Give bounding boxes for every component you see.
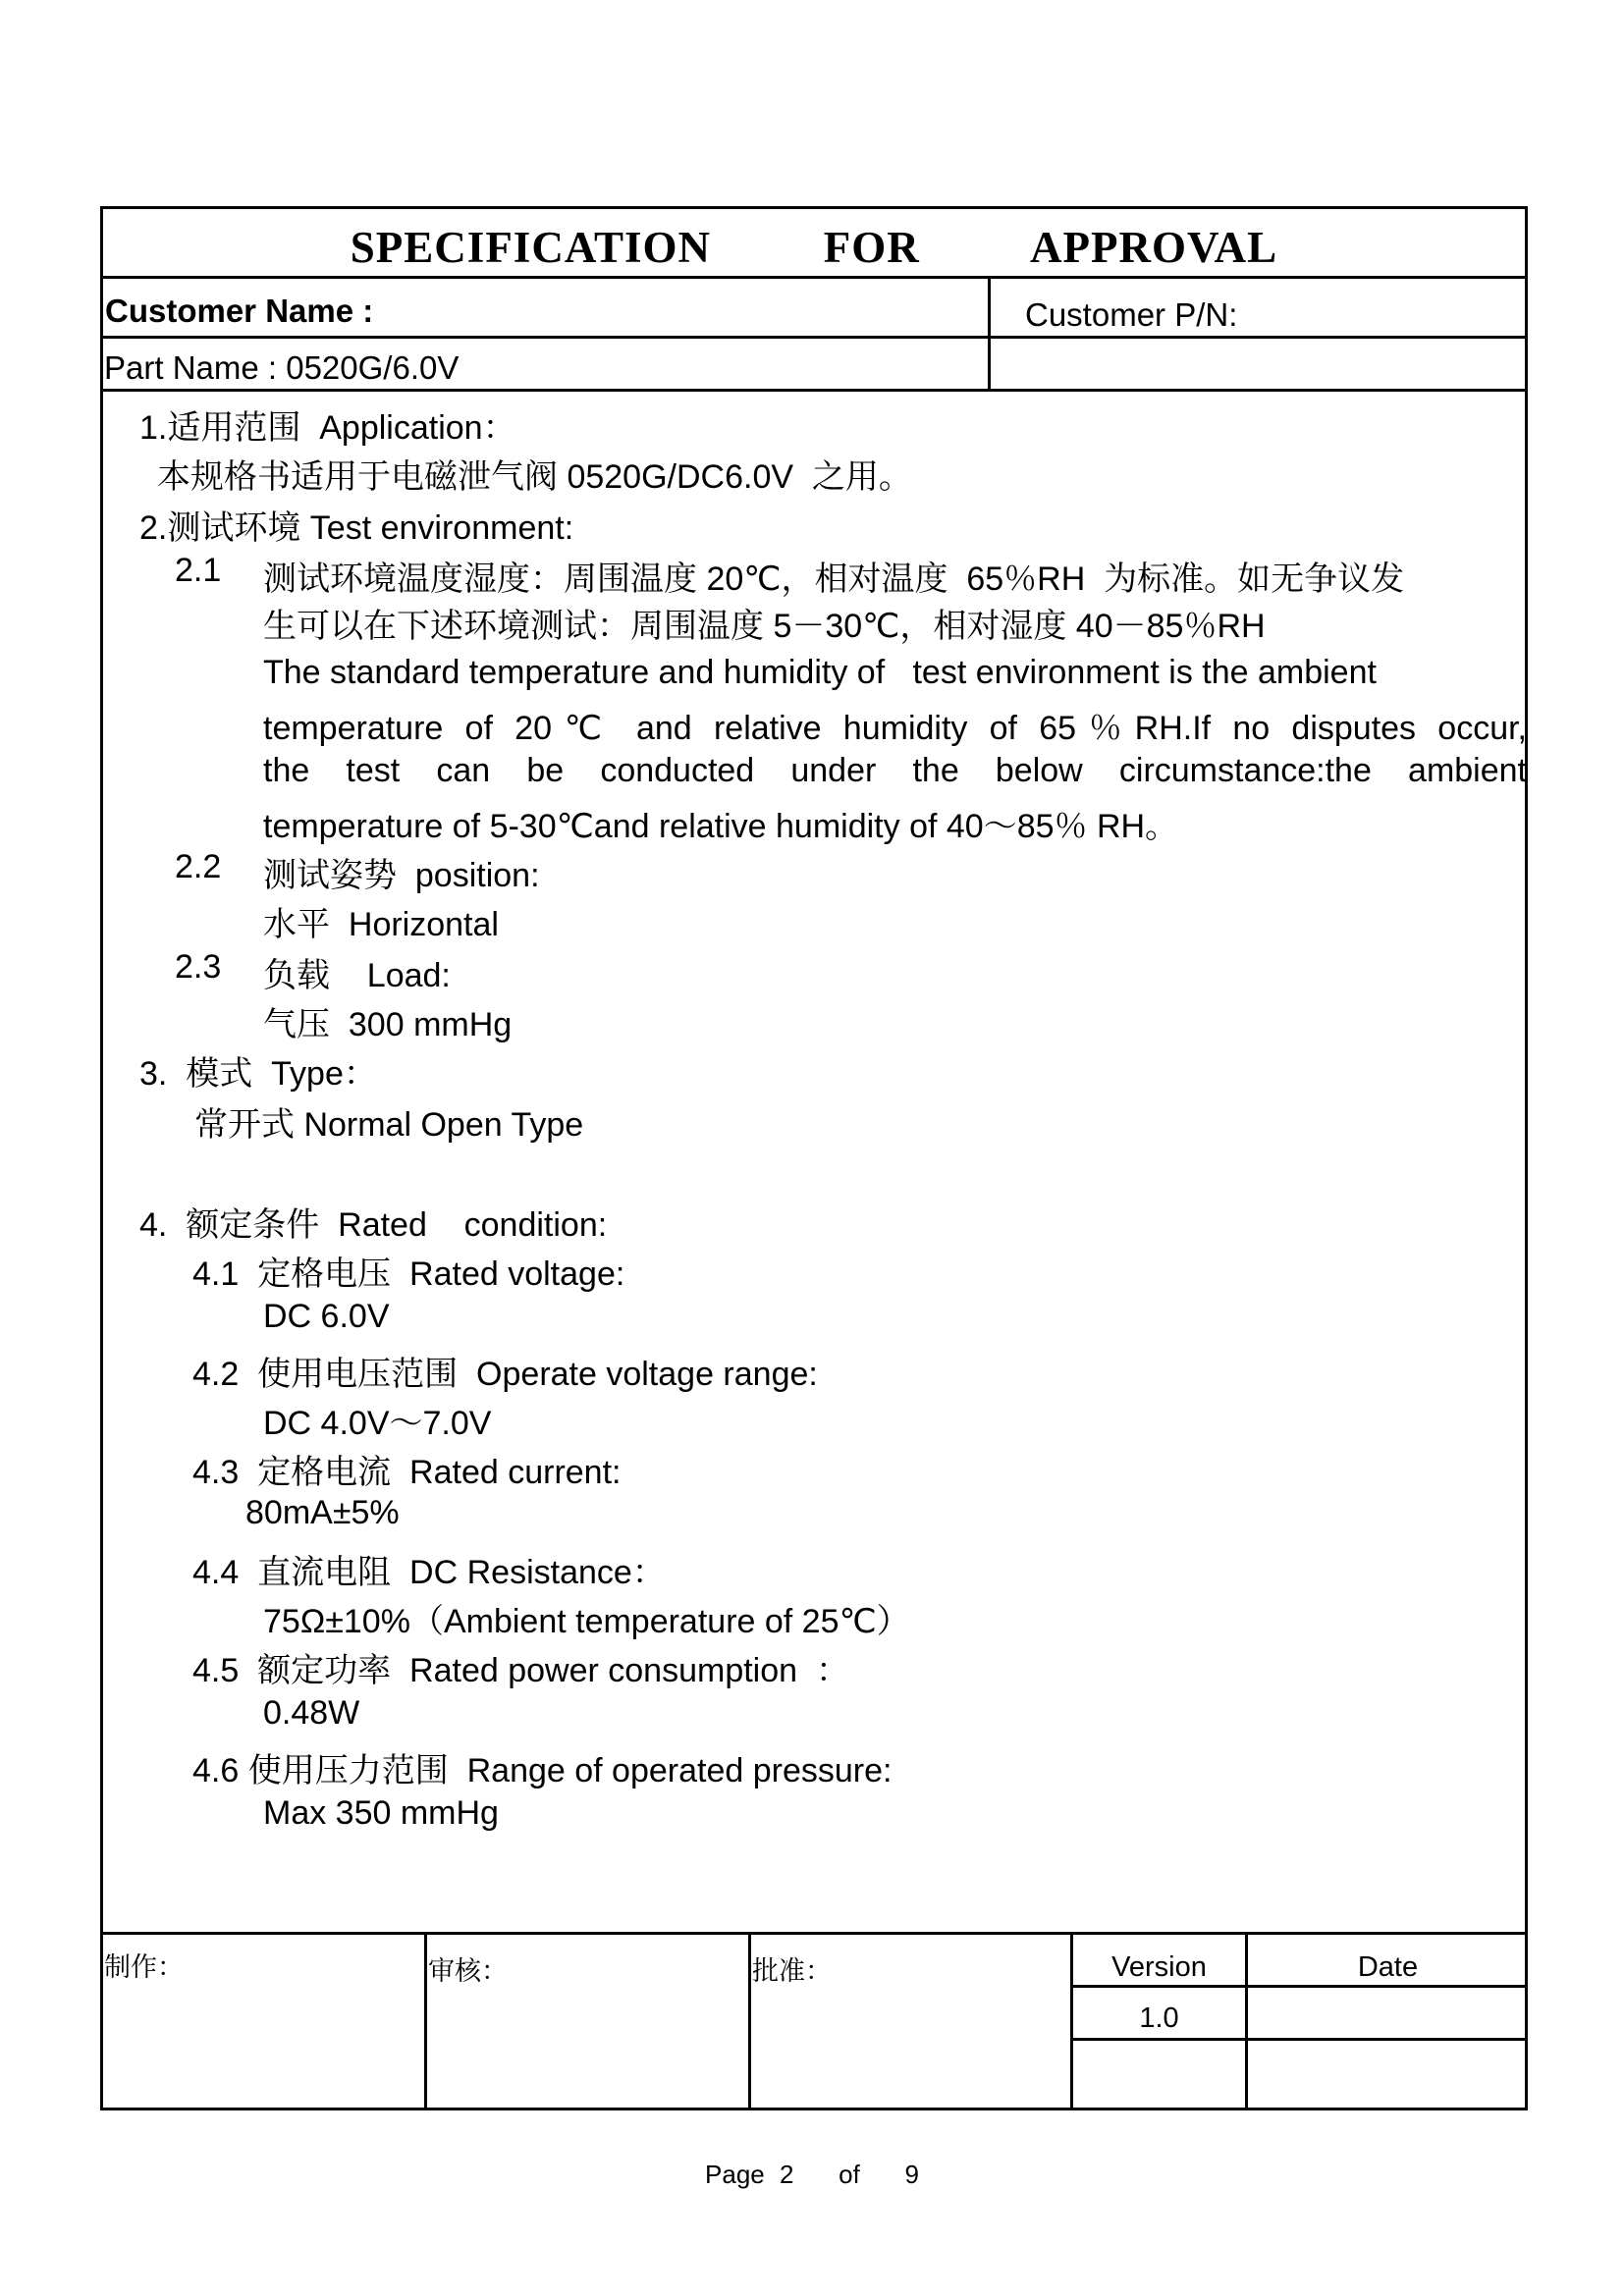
section-2-1-cn-line-1: 测试环境温度湿度：周围温度 20℃，相对温度 65％RH 为标准。如无争议发 [263,561,1405,598]
section-4-2-value: DC 4.0V～7.0V [263,1405,492,1442]
section-2-1-number: 2.1 [175,552,222,589]
date-header: Date [1357,1951,1419,1983]
section-4-4-value: 75Ω±10%（Ambient temperature of 25℃） [263,1603,910,1640]
section-2-2-heading: 测试姿势 position: [263,857,540,894]
section-3-value: 常开式 Normal Open Type [194,1106,584,1144]
section-4-6-value: Max 350 mmHg [263,1794,499,1832]
section-4-3-heading: 4.3 定格电流 Rated current: [192,1454,622,1491]
section-2-2-number: 2.2 [175,848,222,885]
section-3-heading: 3. 模式 Type： [139,1055,377,1093]
section-1-heading: 1.适用范围 Application： [139,409,516,447]
title-divider [100,276,1528,279]
version-value: 1.0 [1139,2002,1179,2034]
footer-top-divider [100,1932,1528,1935]
customer-name-label: Customer Name : [105,293,374,329]
section-2-3-number: 2.3 [175,948,222,986]
section-4-4-heading: 4.4 直流电阻 DC Resistance： [192,1554,666,1591]
part-row-divider [100,389,1528,392]
section-4-5-value: 0.48W [263,1694,360,1732]
section-4-heading: 4. 额定条件 Rated condition: [139,1206,608,1244]
customer-row-divider [100,336,1528,339]
version-row-divider [1070,2038,1528,2041]
footer-divider-2 [748,1932,751,2110]
section-2-1-en-line-2: temperature of 20℃ and relative humidity of 65％RH.If no disputes occur, [263,710,1527,747]
header-column-divider [988,276,991,392]
section-4-2-heading: 4.2 使用电压范围 Operate voltage range: [192,1356,818,1393]
section-2-2-value: 水平 Horizontal [263,906,499,943]
footer-divider-1 [424,1932,427,2110]
section-4-5-heading: 4.5 额定功率 Rated power consumption ： [192,1652,849,1689]
section-2-3-value: 气压 300 mmHg [263,1006,513,1043]
version-header: Version [1111,1951,1207,1983]
section-4-1-value: DC 6.0V [263,1298,390,1335]
section-4-3-value: 80mA±5% [245,1494,400,1531]
section-2-1-en-line-3: the test can be conducted under the below circumstance:the ambient [263,752,1527,789]
document-title: SPECIFICATION FOR APPROVAL [350,223,1278,272]
section-2-1-en-line-1: The standard temperature and humidity of test environment is the ambient [263,654,1377,691]
approved-by-label: 批准： [752,1956,832,1986]
customer-pn-label: Customer P/N: [1025,296,1238,333]
part-name: Part Name : 0520G/6.0V [104,349,460,386]
page-number: Page 2 of 9 [705,2160,919,2189]
section-2-heading: 2.测试环境 Test environment: [139,509,574,547]
reviewed-by-label: 审核： [428,1956,508,1986]
section-1-text: 本规格书适用于电磁泄气阀 0520G/DC6.0V 之用。 [157,458,912,496]
section-4-6-heading: 4.6 使用压力范围 Range of operated pressure: [192,1752,893,1789]
section-2-3-heading: 负载 Load: [263,957,451,994]
section-2-1-en-line-4: temperature of 5-30℃and relative humidity of 40～85％ RH。 [263,808,1179,845]
section-4-1-heading: 4.1 定格电压 Rated voltage: [192,1255,625,1293]
section-2-1-cn-line-2: 生可以在下述环境测试：周围温度 5－30℃，相对湿度 40－85％RH [263,608,1266,645]
made-by-label: 制作： [104,1952,184,1982]
version-header-divider [1070,1985,1528,1988]
